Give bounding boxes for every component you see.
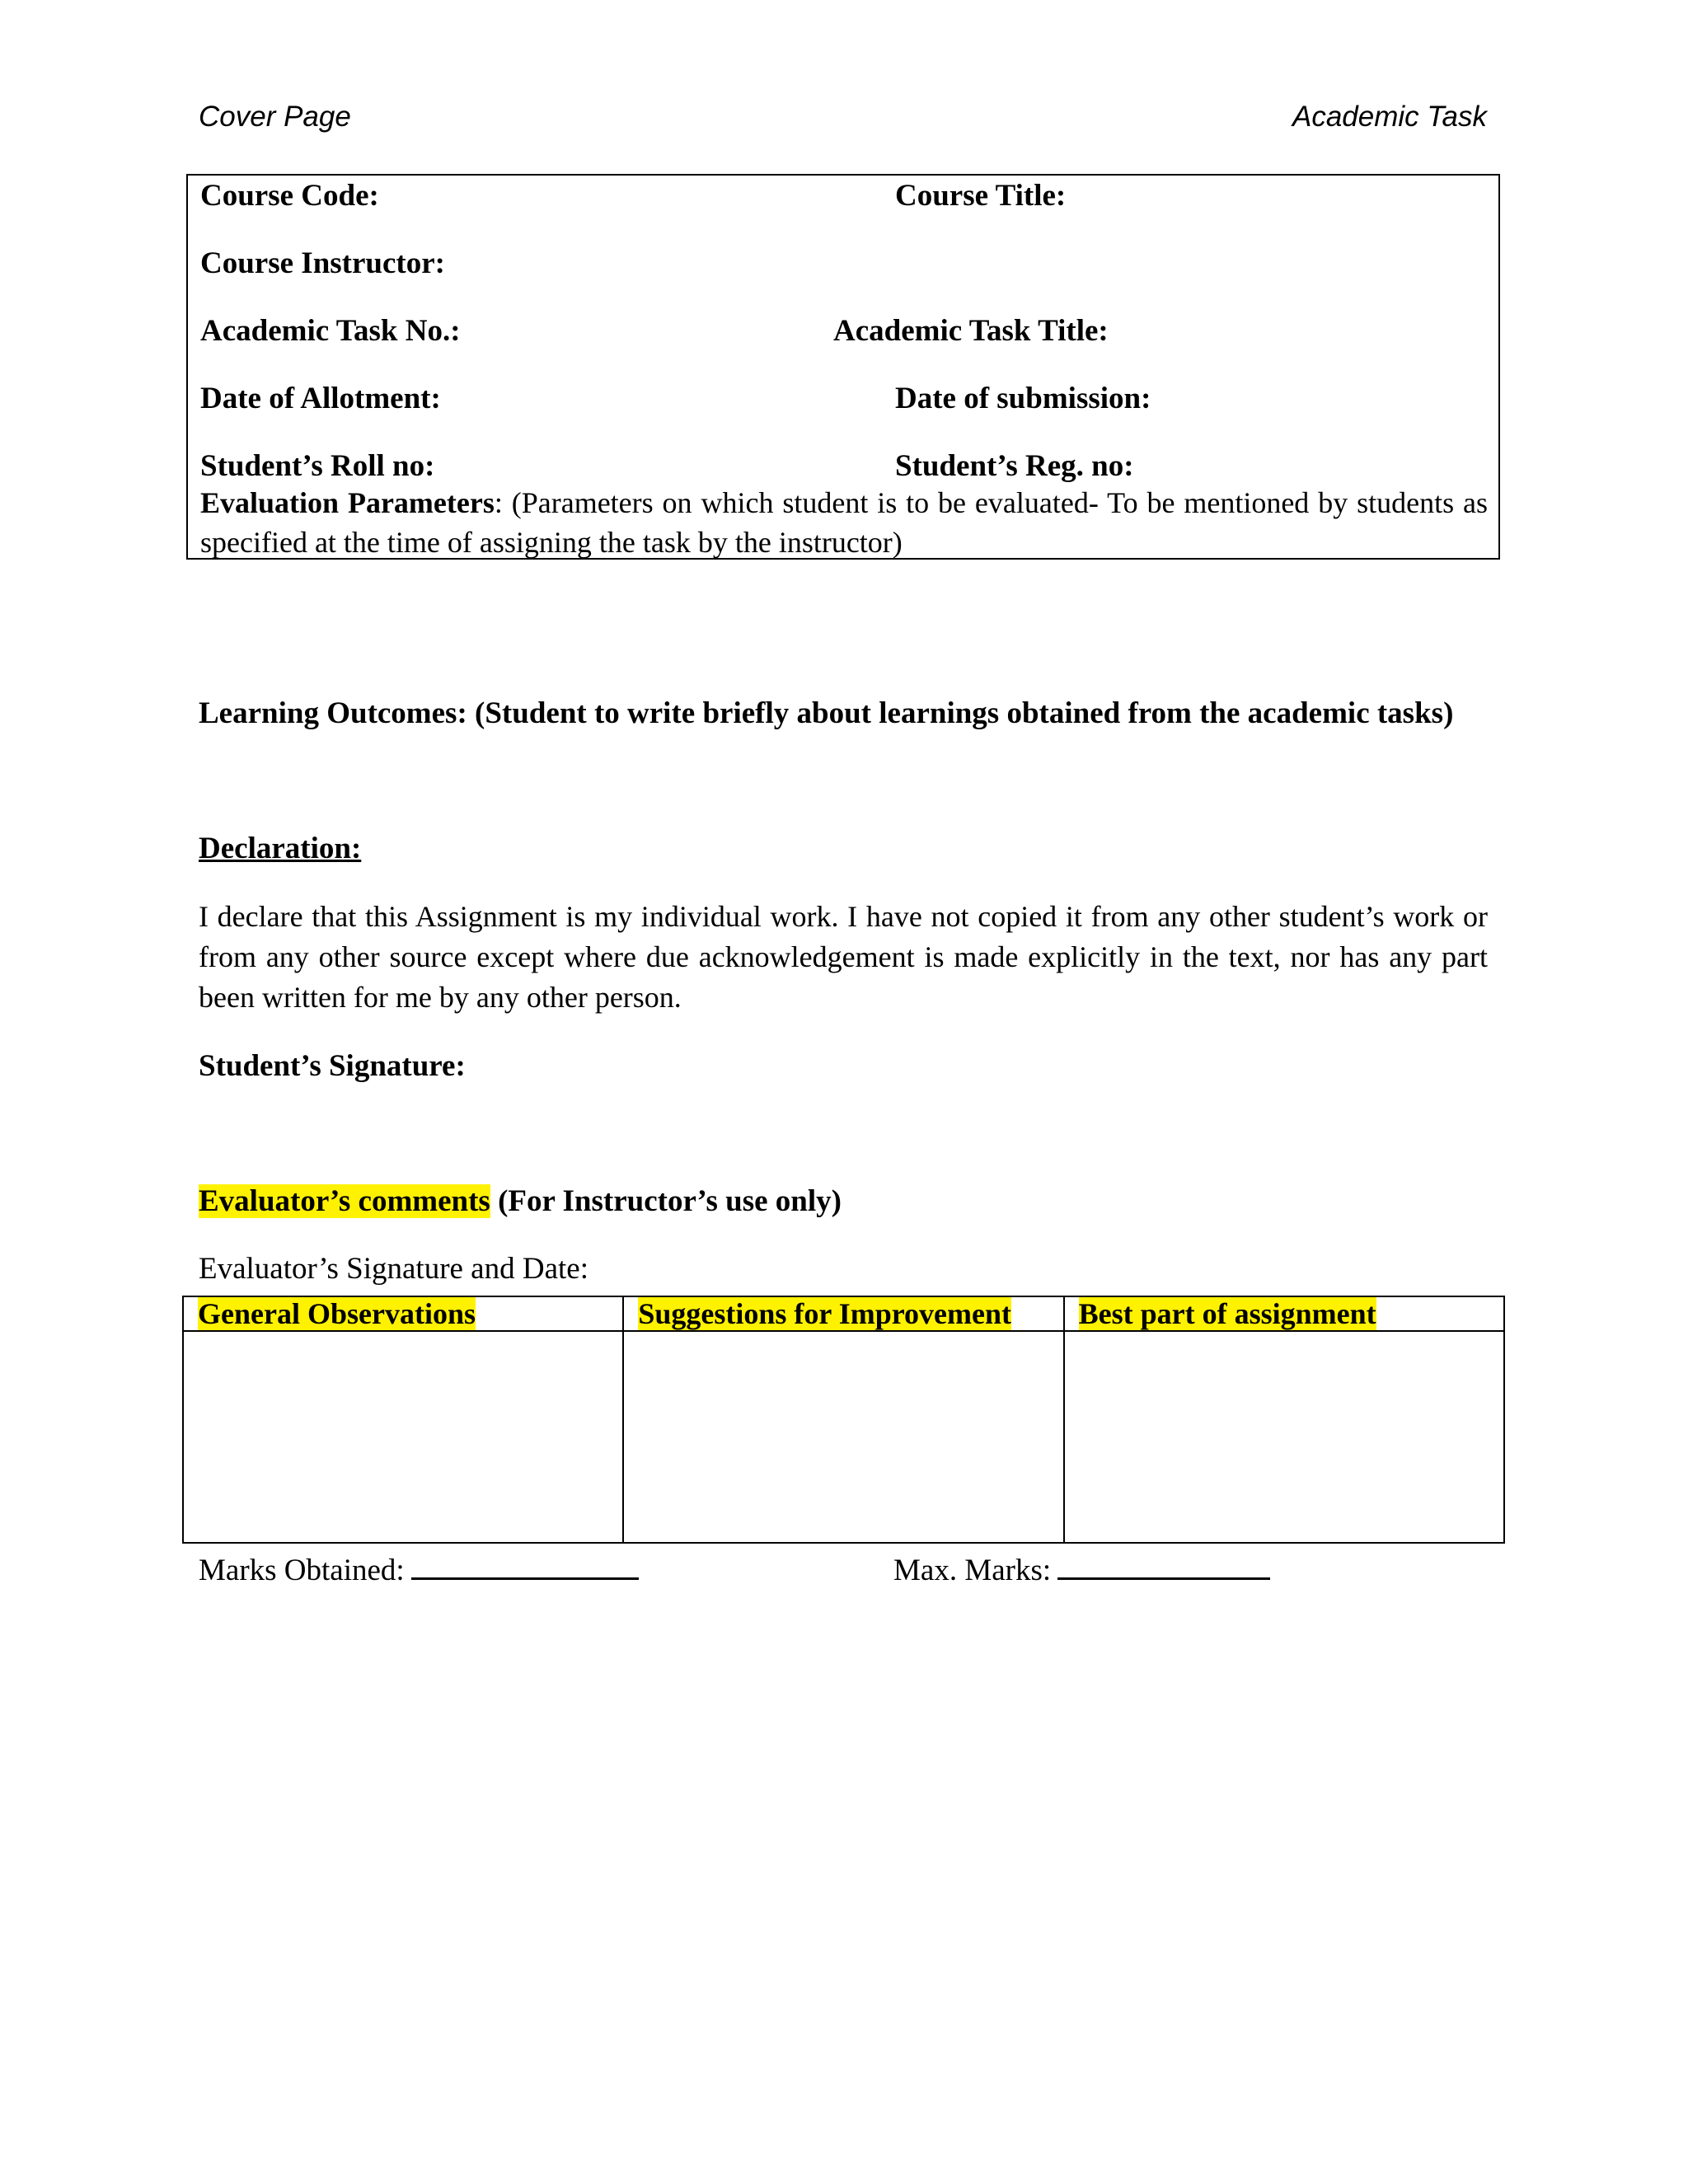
- date-allotment-label: Date of Allotment:: [200, 382, 441, 415]
- max-marks: [893, 1548, 1270, 1588]
- course-info-box: [186, 174, 1500, 560]
- header-left: Cover Page: [199, 101, 351, 133]
- reg-no-label: Student’s Reg. no:: [895, 449, 1134, 483]
- course-title-label: Course Title:: [895, 179, 1067, 213]
- suggestions-cell[interactable]: [623, 1331, 1063, 1543]
- learning-outcomes: Learning Outcomes: (Student to write briefly about learnings obtained from the academic tasks): [199, 696, 1454, 730]
- evaluation-parameters-label: Evaluation Parameters: [200, 486, 495, 519]
- evaluator-comments-line: [199, 1183, 842, 1219]
- header-right: Academic Task: [1292, 101, 1487, 133]
- suggestions-header: Suggestions for Improvement: [638, 1297, 1011, 1330]
- course-instructor-label: Course Instructor:: [200, 246, 445, 280]
- course-code-label: Course Code:: [200, 179, 379, 213]
- declaration-text: I declare that this Assignment is my individual work. I have not copied it from any other student’s work or from any other source except where due acknowledgement is made explicitly in the text, nor has any part been written for me by any other person.: [199, 900, 1488, 1014]
- roll-no-label: Student’s Roll no:: [200, 449, 435, 483]
- evaluation-parameters-text: : (Parameters on which student is to be evaluated- To be mentioned by students as specified at the time of assigning the task by the instructor): [200, 486, 1489, 559]
- best-part-header: Best part of assignment: [1078, 1297, 1376, 1330]
- evaluator-table: [182, 1296, 1505, 1544]
- marks-obtained-blank[interactable]: [411, 1548, 639, 1580]
- marks-obtained: [199, 1548, 639, 1588]
- general-observations-header: General Observations: [198, 1297, 476, 1330]
- general-observations-cell[interactable]: [183, 1331, 623, 1543]
- column-header: [623, 1296, 1063, 1331]
- evaluator-comments-label: Evaluator’s comments: [199, 1184, 490, 1218]
- column-header: [183, 1296, 623, 1331]
- evaluator-signature-date: Evaluator’s Signature and Date:: [199, 1252, 588, 1286]
- declaration-heading: Declaration:: [199, 832, 362, 865]
- max-marks-label: Max. Marks:: [893, 1554, 1052, 1587]
- best-part-cell[interactable]: [1064, 1331, 1504, 1543]
- task-title-label: Academic Task Title:: [833, 314, 1109, 348]
- column-header: [1064, 1296, 1504, 1331]
- student-signature-label: Student’s Signature:: [199, 1049, 466, 1083]
- date-submission-label: Date of submission:: [895, 382, 1151, 415]
- marks-obtained-label: Marks Obtained:: [199, 1554, 405, 1587]
- evaluation-parameters: [200, 483, 1488, 562]
- evaluator-comments-note: (For Instructor’s use only): [490, 1184, 842, 1218]
- max-marks-blank[interactable]: [1057, 1548, 1270, 1580]
- task-no-label: Academic Task No.:: [200, 314, 461, 348]
